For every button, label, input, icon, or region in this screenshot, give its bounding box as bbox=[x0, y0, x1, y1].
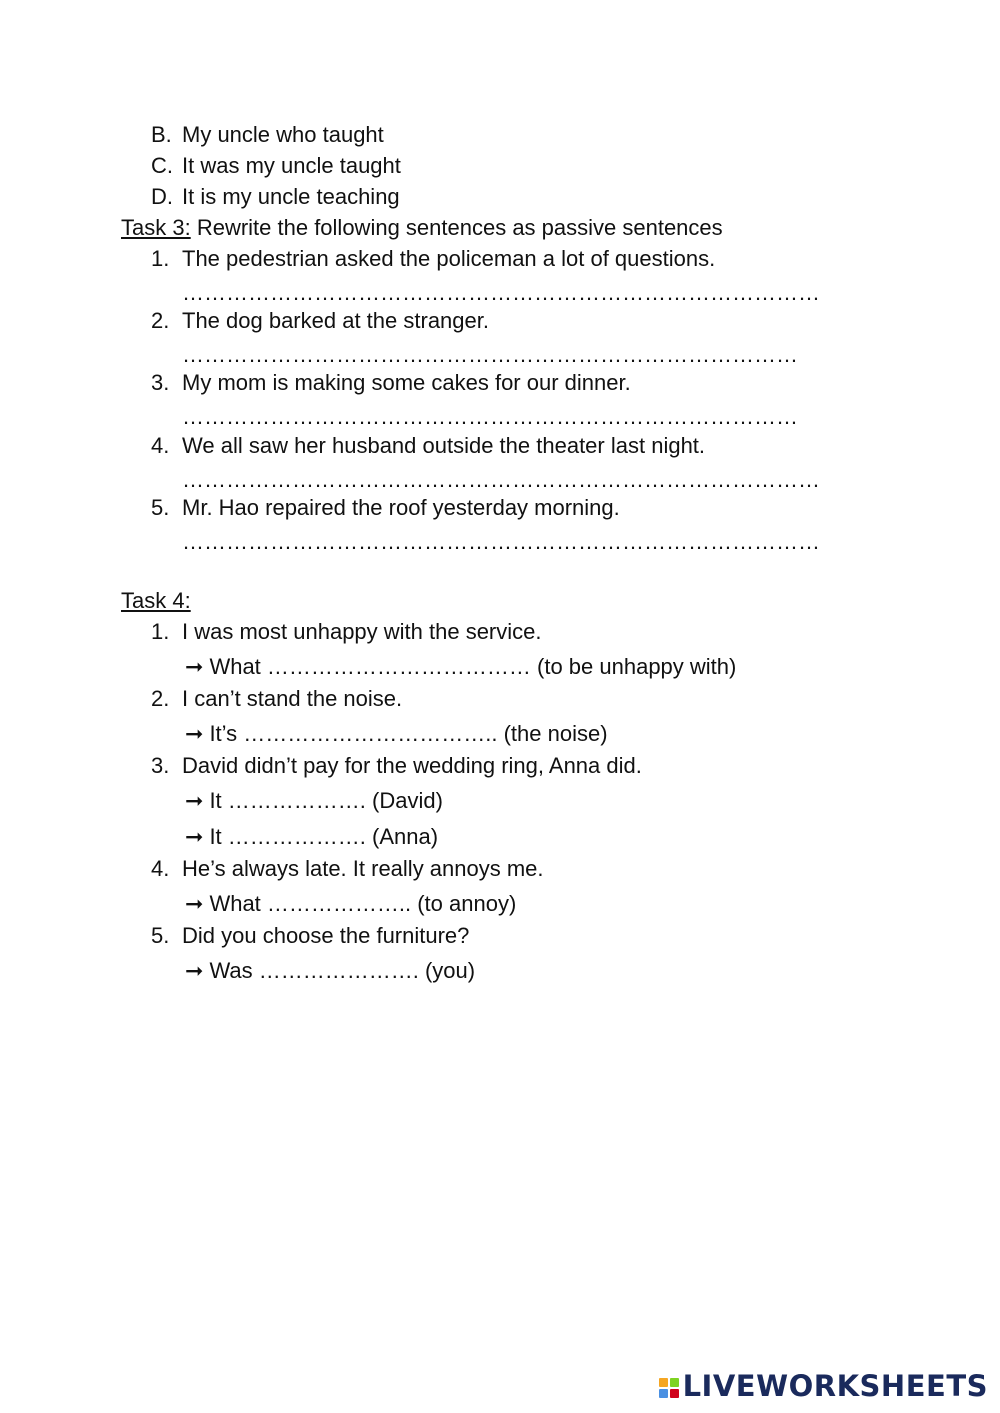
task4-item-number: 2. bbox=[151, 686, 170, 711]
task4-answer-prompt: What ……………….. (to annoy) bbox=[209, 891, 517, 916]
task4-heading: Task 4: bbox=[121, 588, 191, 613]
task3-item-number: 3. bbox=[151, 370, 170, 395]
task4-answer-prompt: Was …………………. (you) bbox=[209, 958, 476, 983]
task4-item-number: 4. bbox=[151, 856, 170, 881]
option-text: It is my uncle teaching bbox=[182, 184, 400, 209]
task3-answer-blank[interactable]: …………………………………………………………………………… bbox=[182, 529, 820, 554]
task4-answer-line[interactable] bbox=[185, 824, 438, 850]
task4-item-sentence: I can’t stand the noise. bbox=[182, 686, 403, 711]
task3-item-number: 1. bbox=[151, 246, 170, 271]
task3-item-sentence: We all saw her husband outside the theater last night. bbox=[182, 433, 706, 458]
option-letter: B. bbox=[151, 122, 172, 147]
arrow-icon: ➞ bbox=[185, 721, 204, 746]
task4-answer-prompt: What ……………………………… (to be unhappy with) bbox=[209, 654, 737, 679]
task4-item-number: 3. bbox=[151, 753, 170, 778]
task3-item-sentence: The dog barked at the stranger. bbox=[182, 308, 489, 333]
logo-text: LIVEWORKSHEETS bbox=[682, 1369, 988, 1403]
task3-heading: Task 3: bbox=[121, 215, 191, 240]
task4-answer-line[interactable] bbox=[185, 891, 516, 917]
liveworksheets-logo bbox=[659, 1369, 988, 1403]
task4-item-sentence: Did you choose the furniture? bbox=[182, 923, 470, 948]
logo-mark-square bbox=[670, 1389, 679, 1398]
task3-instruction: Rewrite the following sentences as passive sentences bbox=[190, 215, 723, 240]
task4-item-number: 1. bbox=[151, 619, 170, 644]
logo-mark-square bbox=[670, 1378, 679, 1387]
task3-item-number: 5. bbox=[151, 495, 170, 520]
task4-answer-prompt: It ………………. (David) bbox=[209, 788, 443, 813]
task3-answer-blank[interactable]: ………………………………………………………………………… bbox=[182, 342, 798, 367]
logo-mark-icon bbox=[659, 1378, 679, 1398]
task3-item-sentence: My mom is making some cakes for our dinner. bbox=[182, 370, 631, 395]
task4-answer-line[interactable] bbox=[185, 721, 608, 747]
task3-answer-blank[interactable]: …………………………………………………………………………… bbox=[182, 467, 820, 492]
task3-answer-blank[interactable]: ………………………………………………………………………… bbox=[182, 404, 798, 429]
task4-answer-line[interactable] bbox=[185, 654, 736, 680]
task3-item-sentence: Mr. Hao repaired the roof yesterday morning. bbox=[182, 495, 620, 520]
task4-answer-line[interactable] bbox=[185, 958, 475, 984]
task4-item-sentence: David didn’t pay for the wedding ring, Anna did. bbox=[182, 753, 642, 778]
task4-item-sentence: He’s always late. It really annoys me. bbox=[182, 856, 544, 881]
arrow-icon: ➞ bbox=[185, 958, 204, 983]
task3-answer-blank[interactable]: …………………………………………………………………………… bbox=[182, 280, 820, 305]
arrow-icon: ➞ bbox=[185, 824, 204, 849]
option-letter: C. bbox=[151, 153, 173, 178]
task3-item-number: 2. bbox=[151, 308, 170, 333]
option-text: My uncle who taught bbox=[182, 122, 384, 147]
option-text: It was my uncle taught bbox=[182, 153, 401, 178]
task3-heading-line bbox=[121, 215, 723, 241]
arrow-icon: ➞ bbox=[185, 654, 204, 679]
task3-item-number: 4. bbox=[151, 433, 170, 458]
task4-item-sentence: I was most unhappy with the service. bbox=[182, 619, 542, 644]
task3-item-sentence: The pedestrian asked the policeman a lot of questions. bbox=[182, 246, 716, 271]
option-letter: D. bbox=[151, 184, 173, 209]
logo-mark-square bbox=[659, 1378, 668, 1387]
arrow-icon: ➞ bbox=[185, 788, 204, 813]
task4-answer-prompt: It’s …………………………….. (the noise) bbox=[209, 721, 608, 746]
task4-answer-line[interactable] bbox=[185, 788, 443, 814]
arrow-icon: ➞ bbox=[185, 891, 204, 916]
task4-answer-prompt: It ………………. (Anna) bbox=[209, 824, 439, 849]
logo-mark-square bbox=[659, 1389, 668, 1398]
task4-item-number: 5. bbox=[151, 923, 170, 948]
